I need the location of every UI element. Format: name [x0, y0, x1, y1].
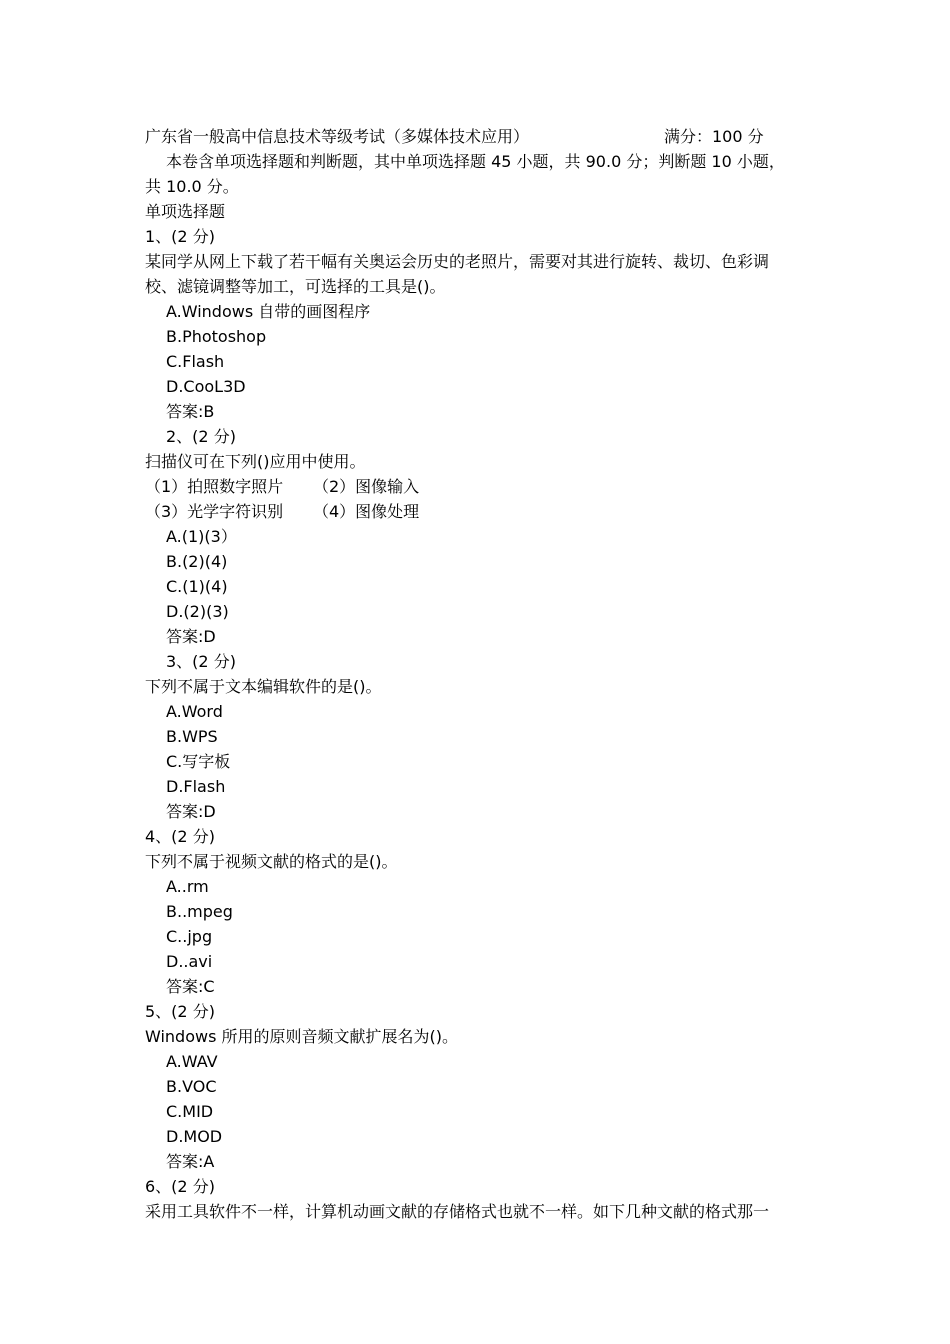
question-number: 6、(2 分) — [145, 1177, 215, 1196]
question-stem: 下列不属于文本编辑软件的是()。 — [145, 677, 382, 696]
option-b: B.VOC — [166, 1077, 217, 1096]
statement-item: （3）光学字符识别 — [145, 502, 284, 521]
statement-item: （4）图像处理 — [313, 502, 420, 521]
answer: 答案:C — [166, 977, 215, 996]
exam-header — [145, 124, 805, 149]
question-number: 4、(2 分) — [145, 827, 215, 846]
answer: 答案:D — [166, 802, 216, 821]
option-b: B.WPS — [166, 727, 218, 746]
answer: 答案:B — [166, 402, 215, 421]
exam-title: 广东省一般高中信息技术等级考试（多媒体技术应用） — [145, 127, 530, 146]
statement-pair — [145, 499, 805, 524]
question-5 — [145, 999, 805, 1174]
question-number: 3、(2 分) — [166, 652, 236, 671]
section-title: 单项选择题 — [145, 202, 226, 221]
option-c: C.Flash — [166, 352, 225, 371]
question-number: 2、(2 分) — [166, 427, 236, 446]
question-6 — [145, 1174, 805, 1224]
option-b: B.(2)(4) — [166, 552, 228, 571]
option-d: D.CooL3D — [166, 377, 246, 396]
option-c: C.MID — [166, 1102, 214, 1121]
question-stem: 某同学从网上下载了若干幅有关奥运会历史的老照片，需要对其进行旋转、裁切、色彩调 — [145, 252, 770, 271]
statement-item: （1）拍照数字照片 — [145, 477, 284, 496]
option-d: D.MOD — [166, 1127, 223, 1146]
question-3 — [145, 649, 805, 824]
question-4 — [145, 824, 805, 999]
intro-line-2: 共 10.0 分。 — [145, 177, 239, 196]
full-score: 满分：100 分 — [664, 127, 764, 146]
option-d: D.(2)(3) — [166, 602, 229, 621]
question-stem: 校、滤镜调整等加工，可选择的工具是()。 — [145, 277, 446, 296]
question-stem: 采用工具软件不一样，计算机动画文献的存储格式也就不一样。如下几种文献的格式那一 — [145, 1202, 770, 1221]
question-stem: 扫描仪可在下列()应用中使用。 — [145, 452, 366, 471]
question-stem: Windows 所用的原则音频文献扩展名为()。 — [145, 1027, 458, 1046]
document-page — [145, 124, 805, 1224]
option-a: A.(1)(3） — [166, 527, 237, 546]
option-a: A.Windows 自带的画图程序 — [166, 302, 371, 321]
option-b: B.Photoshop — [166, 327, 267, 346]
question-number: 1、(2 分) — [145, 227, 215, 246]
answer: 答案:D — [166, 627, 216, 646]
option-a: A..rm — [166, 877, 209, 896]
option-a: A.Word — [166, 702, 223, 721]
option-c: C..jpg — [166, 927, 213, 946]
statement-item: （2）图像输入 — [313, 477, 420, 496]
intro-line-1: 本卷含单项选择题和判断题，其中单项选择题 45 小题，共 90.0 分；判断题 10 小题， — [166, 152, 785, 171]
option-c: C.(1)(4) — [166, 577, 228, 596]
question-number: 5、(2 分) — [145, 1002, 215, 1021]
option-b: B..mpeg — [166, 902, 233, 921]
option-d: D..avi — [166, 952, 213, 971]
answer: 答案:A — [166, 1152, 215, 1171]
statement-pair — [145, 474, 805, 499]
question-stem: 下列不属于视频文献的格式的是()。 — [145, 852, 398, 871]
question-1 — [145, 224, 805, 424]
option-d: D.Flash — [166, 777, 226, 796]
option-c: C.写字板 — [166, 752, 231, 771]
option-a: A.WAV — [166, 1052, 218, 1071]
question-2 — [145, 424, 805, 649]
